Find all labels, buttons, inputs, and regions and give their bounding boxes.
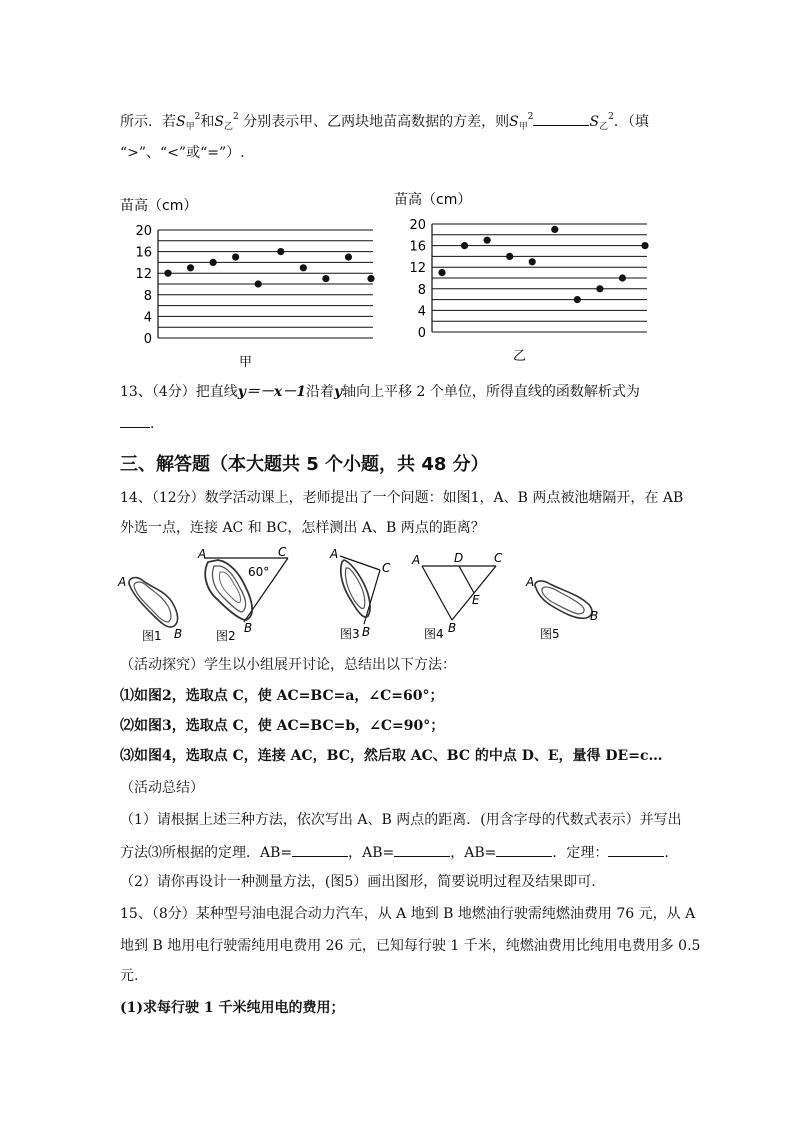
q15-line3: 元. [120, 968, 139, 984]
data-point [596, 285, 603, 292]
fig2-B: B [244, 621, 253, 635]
chart-xlabel: 甲 [238, 355, 253, 368]
q12-line1 [120, 107, 649, 137]
q13-expr: y＝－x－1 [237, 384, 306, 400]
fig5-B: B [590, 609, 599, 623]
fig4 [411, 551, 503, 635]
y-tick-label: 4 [143, 310, 152, 326]
data-point [484, 237, 491, 244]
fig2-caption: 图2 [216, 629, 236, 643]
fig4-B: B [448, 621, 457, 635]
fig2-A: A [198, 547, 207, 561]
data-point [506, 253, 513, 260]
fig2-C: C [278, 545, 287, 559]
fig4-E: E [472, 593, 480, 607]
data-point [164, 270, 171, 277]
data-point [322, 275, 329, 282]
answer-blank[interactable] [394, 842, 450, 857]
answer-blank[interactable] [120, 413, 150, 428]
data-point [551, 226, 558, 233]
q14-method3: ⑶如图4，选取点 C，连接 AC，BC，然后取 AC、BC 的中点 D、E，量得 DE=c… [120, 748, 663, 764]
chart-yi [392, 182, 662, 362]
data-point [345, 253, 352, 260]
data-point [438, 269, 445, 276]
data-point [641, 242, 648, 249]
fig2 [197, 545, 288, 635]
fig3 [329, 547, 391, 639]
sup-2: 2 [232, 112, 239, 122]
fig5-caption: 图5 [540, 627, 560, 641]
q13-y: y [333, 384, 343, 400]
y-tick-label: 8 [143, 288, 152, 304]
q14-p1-a: 方法⑶所根据的定理．AB= [120, 845, 293, 861]
q15-sub1: (1)求每行驶 1 千米纯用电的费用； [120, 1000, 345, 1016]
q13-text-c: 轴向上平移 2 个单位，所得直线的函数解析式为 [342, 384, 640, 400]
fig4-D: D [454, 551, 464, 565]
q13-text-b: 沿着 [305, 384, 334, 400]
sup-2: 2 [608, 112, 614, 122]
q14-method1: ⑴如图2，选取点 C，使 AC=BC=a，∠C=60°； [120, 688, 444, 704]
q14-line2: 外选一点，连接 AC 和 BC，怎样测出 A、B 两点的距离？ [120, 520, 485, 536]
data-point [277, 248, 284, 255]
q14-line1: 14、（12分）数学活动课上，老师提出了一个问题：如图1，A、B 两点被池塘隔开，在 AB [120, 490, 684, 506]
chart-title: 苗高（cm） [394, 192, 472, 208]
data-point [187, 264, 194, 271]
y-tick-label: 16 [409, 239, 426, 255]
sub-jia: 甲 [185, 122, 195, 132]
q14-figures [112, 544, 732, 644]
chart-xlabel: 乙 [512, 349, 527, 362]
sup-2: 2 [527, 112, 534, 122]
chart-title: 苗高（cm） [120, 198, 198, 214]
q14-p1-c: ，AB= [450, 845, 497, 861]
data-point [367, 275, 374, 282]
fig4-A: A [412, 553, 421, 567]
sub-yi: 乙 [223, 122, 233, 132]
data-point [574, 296, 581, 303]
fig5 [525, 575, 598, 623]
q13-text-a: 13、（4分）把直线 [120, 384, 238, 400]
data-point [300, 264, 307, 271]
fig5-A: A [526, 575, 535, 589]
answer-blank[interactable] [496, 842, 552, 857]
y-tick-label: 20 [135, 224, 152, 239]
q14-part1-line1: （1）请根据上述三种方法，依次写出 A、B 两点的距离．(用含字母的代数式表示）并写出 [120, 812, 682, 828]
fig3-C: C [382, 561, 391, 575]
y-tick-label: 16 [135, 245, 152, 261]
y-tick-label: 8 [417, 282, 426, 298]
y-tick-label: 0 [143, 332, 152, 347]
data-point [461, 242, 468, 249]
s-symbol: S [214, 114, 224, 130]
q12-and: 和 [200, 114, 215, 130]
fig3-caption: 图3 [340, 627, 360, 641]
q15-line1: 15、（8分）某种型号油电混合动力汽车，从 A 地到 B 地燃油行驶需纯燃油费用 76 元，从 A [120, 906, 696, 922]
sub-jia: 甲 [518, 122, 528, 132]
q13-line [120, 382, 640, 402]
q14-explore: （活动探究）学生以小组展开讨论，总结出以下方法： [120, 657, 456, 673]
q14-p1-e: . [664, 845, 669, 861]
fig1-A: A [118, 575, 127, 589]
answer-blank[interactable] [608, 842, 664, 857]
q15-line2: 地到 B 地用电行驶需纯用电费用 26 元，已知每行驶 1 千米，纯燃油费用比纯用电费用多 0.5 [120, 938, 701, 954]
q12-line2: “>”、“<”或“=”）. [120, 145, 245, 161]
fig4-C: C [494, 551, 503, 565]
s-symbol: S [589, 114, 600, 130]
chart-jia [118, 188, 388, 368]
data-point [529, 258, 536, 265]
data-point [619, 274, 626, 281]
y-tick-label: 12 [135, 267, 152, 283]
s-symbol: S [509, 114, 519, 130]
y-tick-label: 0 [417, 326, 426, 341]
fig3-B: B [362, 625, 371, 639]
data-point [255, 280, 262, 287]
q14-p1-d: ．定理： [552, 845, 609, 861]
answer-blank[interactable] [533, 111, 589, 126]
data-point [232, 253, 239, 260]
y-tick-label: 12 [409, 261, 426, 277]
y-tick-label: 20 [409, 218, 426, 233]
y-tick-label: 4 [417, 304, 426, 320]
data-point [210, 259, 217, 266]
q12-text-c: ．（填 [613, 114, 649, 130]
fig2-angle: 60° [248, 565, 270, 579]
sub-yi: 乙 [599, 122, 609, 132]
q14-part2: （2）请你再设计一种测量方法，(图5）画出图形，简要说明过程及结果即可. [120, 874, 596, 890]
q12-text-b: 分别表示甲、乙两块地苗高数据的方差，则 [243, 114, 510, 130]
q14-part1-line2 [120, 842, 669, 863]
section-heading: 三、解答题（本大题共 5 个小题，共 48 分） [120, 454, 489, 475]
fig3-A: A [330, 547, 339, 561]
q12-text-a: 所示．若 [120, 114, 176, 130]
s-symbol: S [176, 114, 186, 130]
q14-method2: ⑵如图3，选取点 C，使 AC=BC=b，∠C=90°； [120, 718, 445, 734]
answer-blank[interactable] [292, 842, 348, 857]
fig1-caption: 图1 [142, 629, 162, 643]
q13-end: . [150, 416, 155, 432]
q14-p1-b: ，AB= [348, 845, 395, 861]
q14-summary: （活动总结） [120, 780, 204, 796]
fig4-caption: 图4 [424, 627, 444, 641]
sup-2: 2 [194, 112, 201, 122]
q13-blank-line [120, 413, 154, 434]
fig1-B: B [174, 627, 183, 641]
